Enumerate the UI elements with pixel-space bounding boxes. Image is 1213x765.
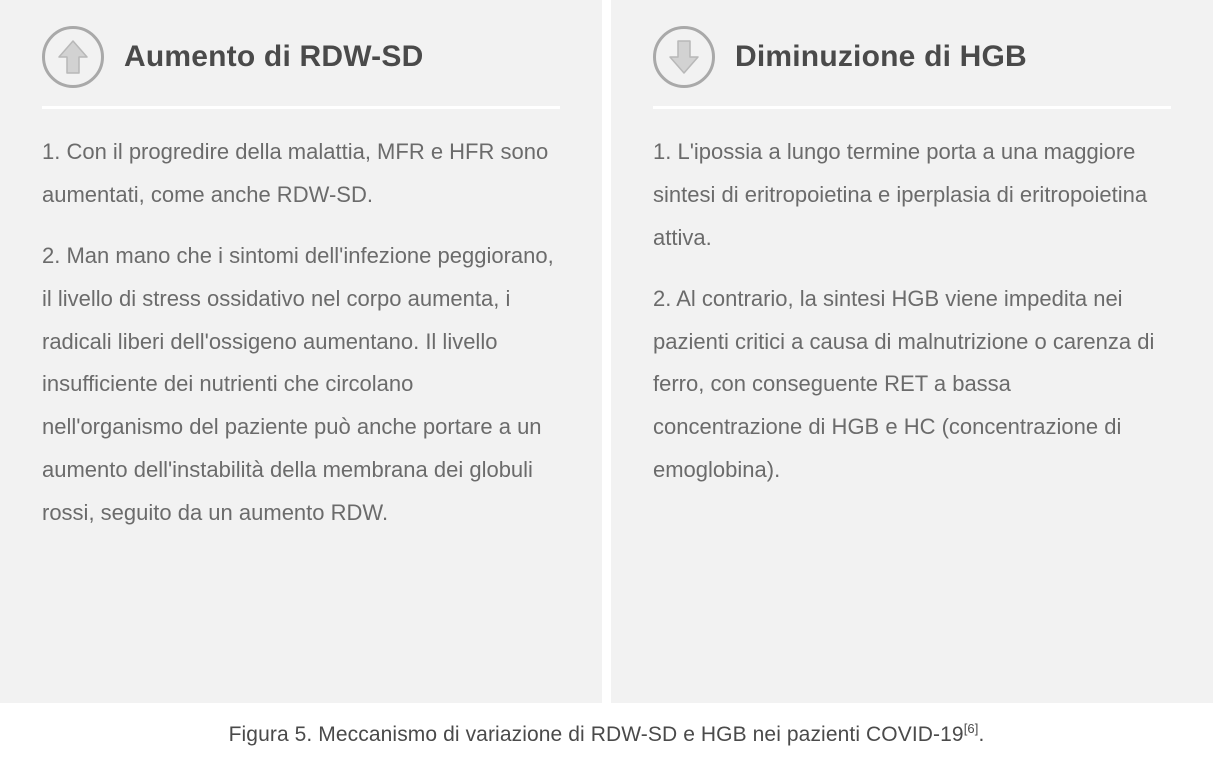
panel-title-left: Aumento di RDW-SD [124, 40, 424, 73]
caption-period: . [978, 723, 985, 746]
panel-divider-left [42, 106, 560, 109]
panel-header-right [653, 18, 1171, 96]
arrow-down-icon [653, 26, 715, 88]
panel-rdw-sd [0, 0, 602, 703]
caption-reference: [6] [963, 721, 979, 736]
caption-main-text: Figura 5. Meccanismo di variazione di RDW-SD e HGB nei pazienti COVID-19 [228, 723, 964, 746]
panel-title-right: Diminuzione di HGB [735, 40, 1027, 73]
panel-left-paragraph-1: 1. Con il progredire della malattia, MFR e HFR sono aumentati, come anche RDW-SD. [42, 139, 549, 207]
panel-hgb [611, 0, 1213, 703]
panel-header-left [42, 18, 560, 96]
panel-right-paragraph-1: 1. L'ipossia a lungo termine porta a una maggiore sintesi di eritropoietina e iperplasia di eritropoietina attiva. [653, 139, 1148, 250]
panel-divider-right [653, 106, 1171, 109]
panel-separator [602, 0, 611, 703]
arrow-up-icon [42, 26, 104, 88]
figure-caption [0, 703, 1213, 765]
panel-right-paragraph-2: 2. Al contrario, la sintesi HGB viene impedita nei pazienti critici a causa di malnutrizione o carenza di ferro, con conseguente RET a bassa concentrazione di HGB e HC (concentrazione di emoglobina). [653, 285, 1155, 483]
panel-left-paragraph-2: 2. Man mano che i sintomi dell'infezione peggiorano, il livello di stress ossidativo nel corpo aumenta, i radicali liberi dell'ossigeno aumentano. Il livello insufficiente dei nutrienti che circolano nell'organismo del paziente può anche portare a un aumento dell'instabilità della membrana dei globuli rossi, seguito da un aumento RDW. [42, 242, 554, 526]
